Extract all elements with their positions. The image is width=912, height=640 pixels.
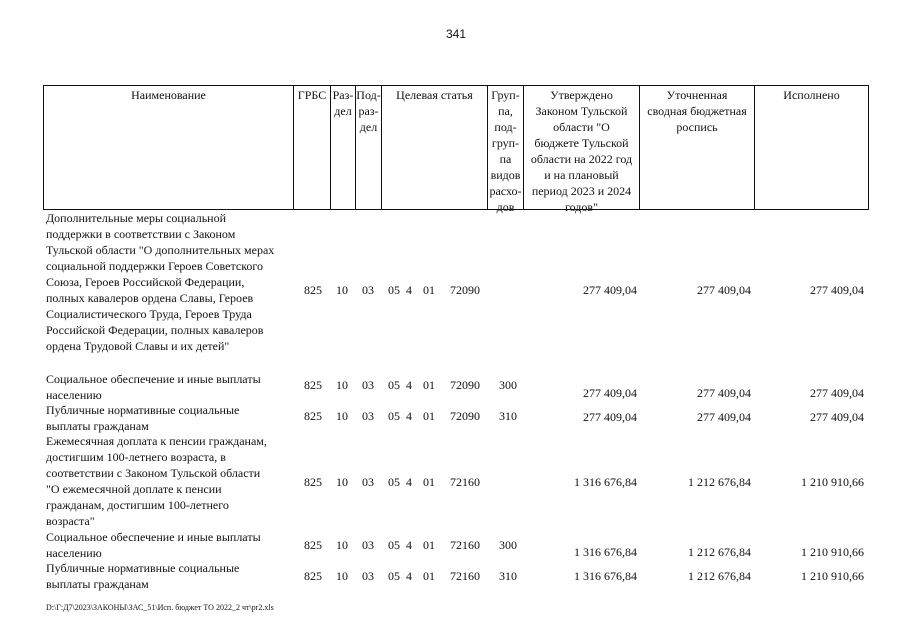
cell-approved: 1 316 676,84: [574, 475, 637, 489]
header-executed: Исполнено: [783, 88, 840, 102]
row-name: Социальное обеспечение и иные выплаты населению: [46, 372, 261, 402]
footer-file-path: D:\Г:Д7\2023\ЗАКОНЫ\ЗАС_51\Исп. бюджет ТО 2022_2 чт\pr2.xls: [46, 603, 274, 612]
cell-refined: 277 409,04: [697, 283, 751, 297]
row-name: Социальное обеспечение и иные выплаты населению: [46, 530, 261, 560]
header-target: Целевая статья: [396, 88, 473, 102]
cell-podrazdel: 03: [362, 475, 374, 489]
cell-grbs: 825: [304, 378, 322, 392]
cell-approved: 1 316 676,84: [574, 545, 637, 559]
cell-target-4: 72160: [450, 475, 480, 489]
cell-target-2: 4: [406, 475, 412, 489]
cell-podrazdel: 03: [362, 409, 374, 423]
cell-target-2: 4: [406, 409, 412, 423]
cell-executed: 277 409,04: [810, 386, 864, 400]
cell-refined: 277 409,04: [697, 410, 751, 424]
cell-target-1: 05: [388, 538, 400, 552]
cell-razdel: 10: [336, 569, 348, 583]
cell-target-4: 72090: [450, 409, 480, 423]
cell-target-3: 01: [423, 475, 435, 489]
cell-podrazdel: 03: [362, 538, 374, 552]
cell-group: 300: [499, 378, 517, 392]
cell-grbs: 825: [304, 409, 322, 423]
cell-target-2: 4: [406, 569, 412, 583]
header-grbs: ГРБС: [297, 88, 327, 102]
cell-target-4: 72160: [450, 569, 480, 583]
header-approved: Утверждено Законом Тульской области "О бюджете Тульской области на 2022 год и на плановый период 2023 и 2024 годов": [530, 88, 633, 214]
cell-target-3: 01: [423, 409, 435, 423]
cell-grbs: 825: [304, 569, 322, 583]
cell-grbs: 825: [304, 538, 322, 552]
row-name: Ежемесячная доплата к пенсии гражданам, достигшим 100-летнего возраста, в соответствии с Законом Тульской области "О ежемесячной доплате к пенсии гражданам, достигшим 100-летнего возраста": [46, 434, 267, 528]
header-name: Наименование: [131, 88, 206, 102]
cell-refined: 1 212 676,84: [688, 475, 751, 489]
cell-refined: 1 212 676,84: [688, 545, 751, 559]
cell-razdel: 10: [336, 475, 348, 489]
cell-podrazdel: 03: [362, 283, 374, 297]
cell-podrazdel: 03: [362, 569, 374, 583]
header-group: Груп- па, под- груп- па видов расхо- дов: [489, 88, 522, 214]
header-refined: Уточненная сводная бюджетная роспись: [647, 88, 747, 134]
cell-target-4: 72090: [450, 283, 480, 297]
cell-razdel: 10: [336, 538, 348, 552]
cell-target-3: 01: [423, 283, 435, 297]
cell-target-3: 01: [423, 538, 435, 552]
table-header: [43, 85, 869, 214]
cell-target-4: 72160: [450, 538, 480, 552]
cell-group: 300: [499, 538, 517, 552]
cell-target-2: 4: [406, 378, 412, 392]
cell-grbs: 825: [304, 283, 322, 297]
cell-razdel: 10: [336, 409, 348, 423]
cell-refined: 1 212 676,84: [688, 569, 751, 583]
cell-approved: 277 409,04: [583, 386, 637, 400]
cell-executed: 1 210 910,66: [801, 569, 864, 583]
cell-group: 310: [499, 569, 517, 583]
cell-approved: 1 316 676,84: [574, 569, 637, 583]
cell-approved: 277 409,04: [583, 283, 637, 297]
cell-grbs: 825: [304, 475, 322, 489]
cell-podrazdel: 03: [362, 378, 374, 392]
cell-executed: 1 210 910,66: [801, 475, 864, 489]
cell-executed: 277 409,04: [810, 410, 864, 424]
cell-target-1: 05: [388, 475, 400, 489]
cell-razdel: 10: [336, 283, 348, 297]
cell-target-1: 05: [388, 378, 400, 392]
cell-target-1: 05: [388, 409, 400, 423]
cell-target-1: 05: [388, 283, 400, 297]
cell-executed: 1 210 910,66: [801, 545, 864, 559]
cell-group: 310: [499, 409, 517, 423]
cell-target-3: 01: [423, 569, 435, 583]
row-name: Публичные нормативные социальные выплаты гражданам: [46, 403, 240, 433]
cell-target-4: 72090: [450, 378, 480, 392]
cell-refined: 277 409,04: [697, 386, 751, 400]
cell-target-3: 01: [423, 378, 435, 392]
cell-target-2: 4: [406, 538, 412, 552]
cell-approved: 277 409,04: [583, 410, 637, 424]
cell-executed: 277 409,04: [810, 283, 864, 297]
cell-razdel: 10: [336, 378, 348, 392]
cell-target-1: 05: [388, 569, 400, 583]
page-number: 341: [445, 27, 467, 41]
row-name: Публичные нормативные социальные выплаты гражданам: [46, 561, 240, 591]
header-podrazdel: Под- раз- дел: [356, 88, 381, 134]
row-name: Дополнительные меры социальной поддержки в соответствии с Законом Тульской области "О дополнительных мерах социальной поддержки Героев Советского Союза, Героев Российской Федерации, полных кавалеров ордена Славы, Героев Социалистического Труда, Героев Труда Российской Федерации, полных кавалеров ордена Трудовой Славы и их детей": [46, 211, 275, 353]
header-razdel: Раз- дел: [332, 88, 354, 118]
cell-target-2: 4: [406, 283, 412, 297]
